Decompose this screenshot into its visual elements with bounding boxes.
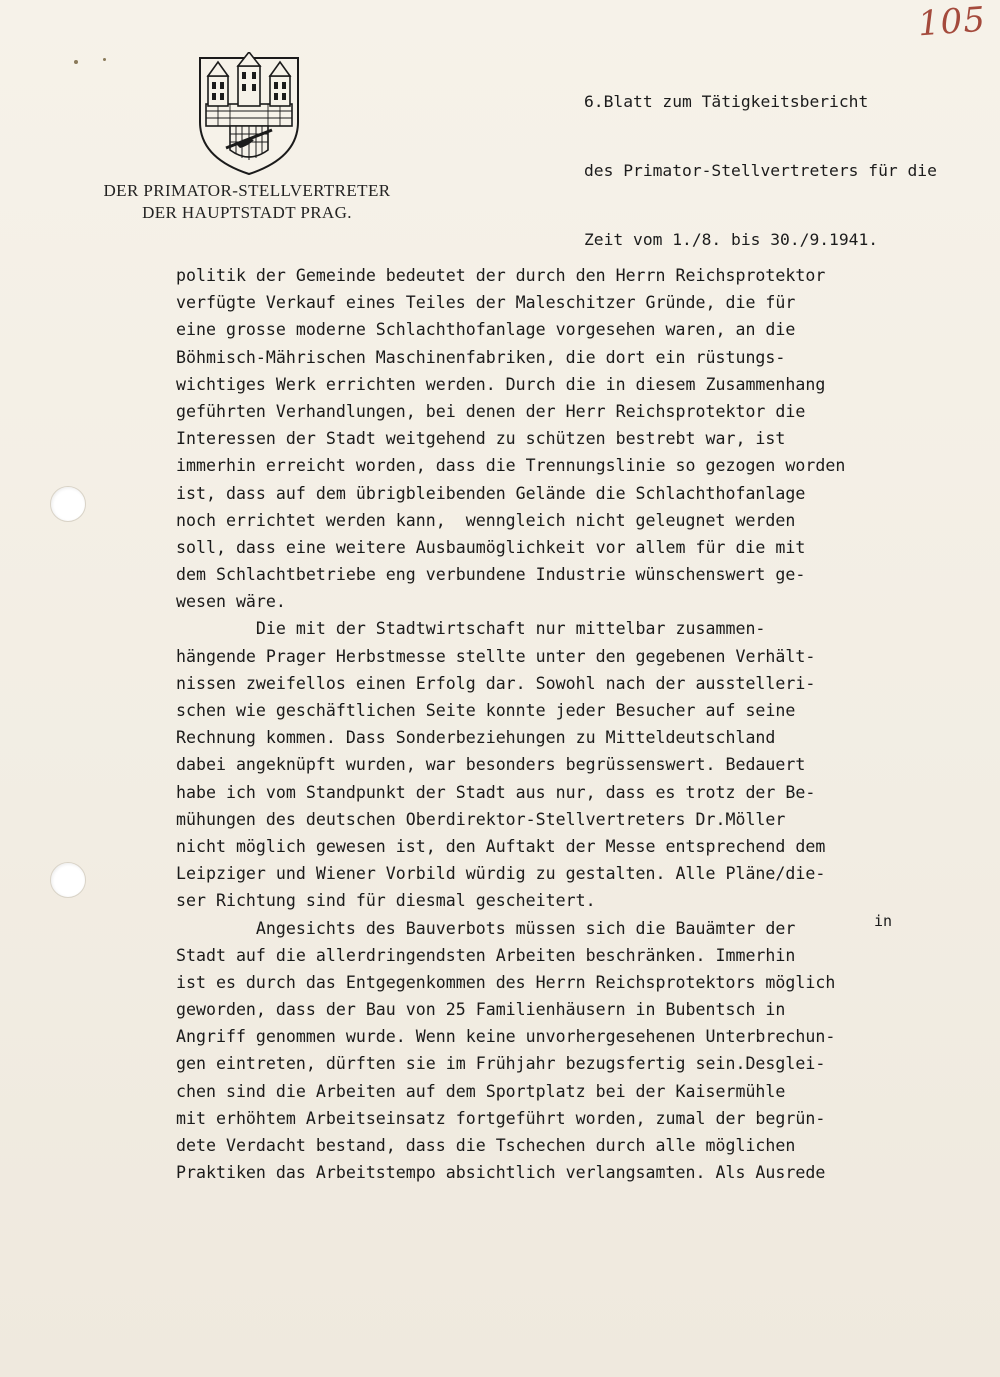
text-line: geführten Verhandlungen, bei denen der Herr Reichsprotektor die <box>176 401 806 421</box>
text-line: dabei angeknüpft wurden, war besonders begrüssenswert. Bedauert <box>176 755 806 775</box>
text-line: dem Schlachtbetriebe eng verbundene Industrie wünschenswert ge- <box>176 565 806 585</box>
text-line: dete Verdacht bestand, dass die Tschechen durch alle möglichen <box>176 1136 796 1155</box>
letterhead-subtitle: DER HAUPTSTADT PRAG. <box>142 203 352 222</box>
text-line: Angesichts des Bauverbots müssen sich die Bauämter der <box>176 918 796 938</box>
text-line: Die mit der Stadtwirtschaft nur mittelbar zusammen- <box>176 619 766 639</box>
paper-speck <box>74 60 78 64</box>
text-line: Angriff genommen wurde. Wenn keine unvorhergesehenen Unterbrechun- <box>176 1027 836 1047</box>
text-line: schen wie geschäftlichen Seite konnte jeder Besucher auf seine <box>176 701 796 720</box>
text-line: habe ich vom Standpunkt der Stadt aus nur, dass es trotz der Be- <box>176 782 816 802</box>
punch-hole-bottom <box>50 862 86 898</box>
text-line: wichtiges Werk errichten werden. Durch die in diesem Zusammenhang <box>176 374 826 394</box>
text-line: Böhmisch-Mährischen Maschinenfabriken, die dort ein rüstungs- <box>176 347 786 367</box>
text-line: mit erhöhtem Arbeitseinsatz fortgeführt worden, zumal der begrün- <box>176 1108 826 1128</box>
text-line: nicht möglich gewesen ist, den Auftakt der Messe entsprechend dem <box>176 836 826 856</box>
text-line: verfügte Verkauf eines Teiles der Maleschitzer Gründe, die für <box>176 293 796 313</box>
text-line: Leipziger und Wiener Vorbild würdig zu gestalten. Alle Pläne/die- <box>176 864 826 884</box>
text-line: ist, dass auf dem übrigbleibenden Gelände die Schlachthofanlage <box>176 483 806 503</box>
text-line: politik der Gemeinde bedeutet der durch den Herrn Reichsprotektor <box>176 266 826 285</box>
header-note-line: 6.Blatt zum Tätigkeitsbericht <box>584 92 869 111</box>
text-line: eine grosse moderne Schlachthofanlage vorgesehen waren, an die <box>176 320 796 340</box>
header-note-line: Zeit vom 1./8. bis 30./9.1941. <box>584 230 879 249</box>
header-note-line: des Primator-Stellvertreters für die <box>584 161 937 180</box>
text-line: noch errichtet werden kann, wenngleich nicht geleugnet werden <box>176 510 796 530</box>
text-line: Interessen der Stadt weitgehend zu schützen bestrebt war, ist <box>176 429 786 449</box>
letterhead <box>82 180 412 224</box>
punch-hole-top <box>50 486 86 522</box>
handwritten-page-number: 105 <box>916 0 988 45</box>
text-line: Praktiken das Arbeitstempo absichtlich verlangsamten. Als Ausrede <box>176 1163 826 1183</box>
letterhead-title: DER PRIMATOR-STELLVERTRETER <box>103 181 391 200</box>
text-line: wesen wäre. <box>176 592 286 612</box>
prague-coat-of-arms-icon <box>196 52 302 176</box>
text-line: soll, dass eine weitere Ausbaumöglichkeit vor allem für die mit <box>176 537 806 557</box>
paper-speck <box>103 58 106 61</box>
body-text <box>176 262 976 1186</box>
text-line: Rechnung kommen. Dass Sonderbeziehungen zu Mitteldeutschland <box>176 728 776 748</box>
header-note <box>584 44 964 297</box>
text-line: chen sind die Arbeiten auf dem Sportplatz bei der Kaisermühle <box>176 1081 786 1101</box>
text-line: immerhin erreicht worden, dass die Trennungslinie so gezogen worden <box>176 456 846 476</box>
text-line: nissen zweifellos einen Erfolg dar. Sowohl nach der ausstelleri- <box>176 673 816 693</box>
text-line: ser Richtung sind für diesmal gescheitert. <box>176 891 596 911</box>
text-line: hängende Prager Herbstmesse stellte unter den gegebenen Verhält- <box>176 646 816 666</box>
text-line: geworden, dass der Bau von 25 Familienhäusern in Bubentsch in <box>176 1000 786 1020</box>
text-line: ist es durch das Entgegenkommen des Herrn Reichsprotektors möglich <box>176 972 836 992</box>
handwritten-insertion: in <box>874 912 893 930</box>
text-line: Stadt auf die allerdringendsten Arbeiten beschränken. Immerhin <box>176 945 796 965</box>
text-line: mühungen des deutschen Oberdirektor-Stellvertreters Dr.Möller <box>176 809 786 829</box>
text-line: gen eintreten, dürften sie im Frühjahr bezugsfertig sein.Desglei- <box>176 1054 826 1074</box>
